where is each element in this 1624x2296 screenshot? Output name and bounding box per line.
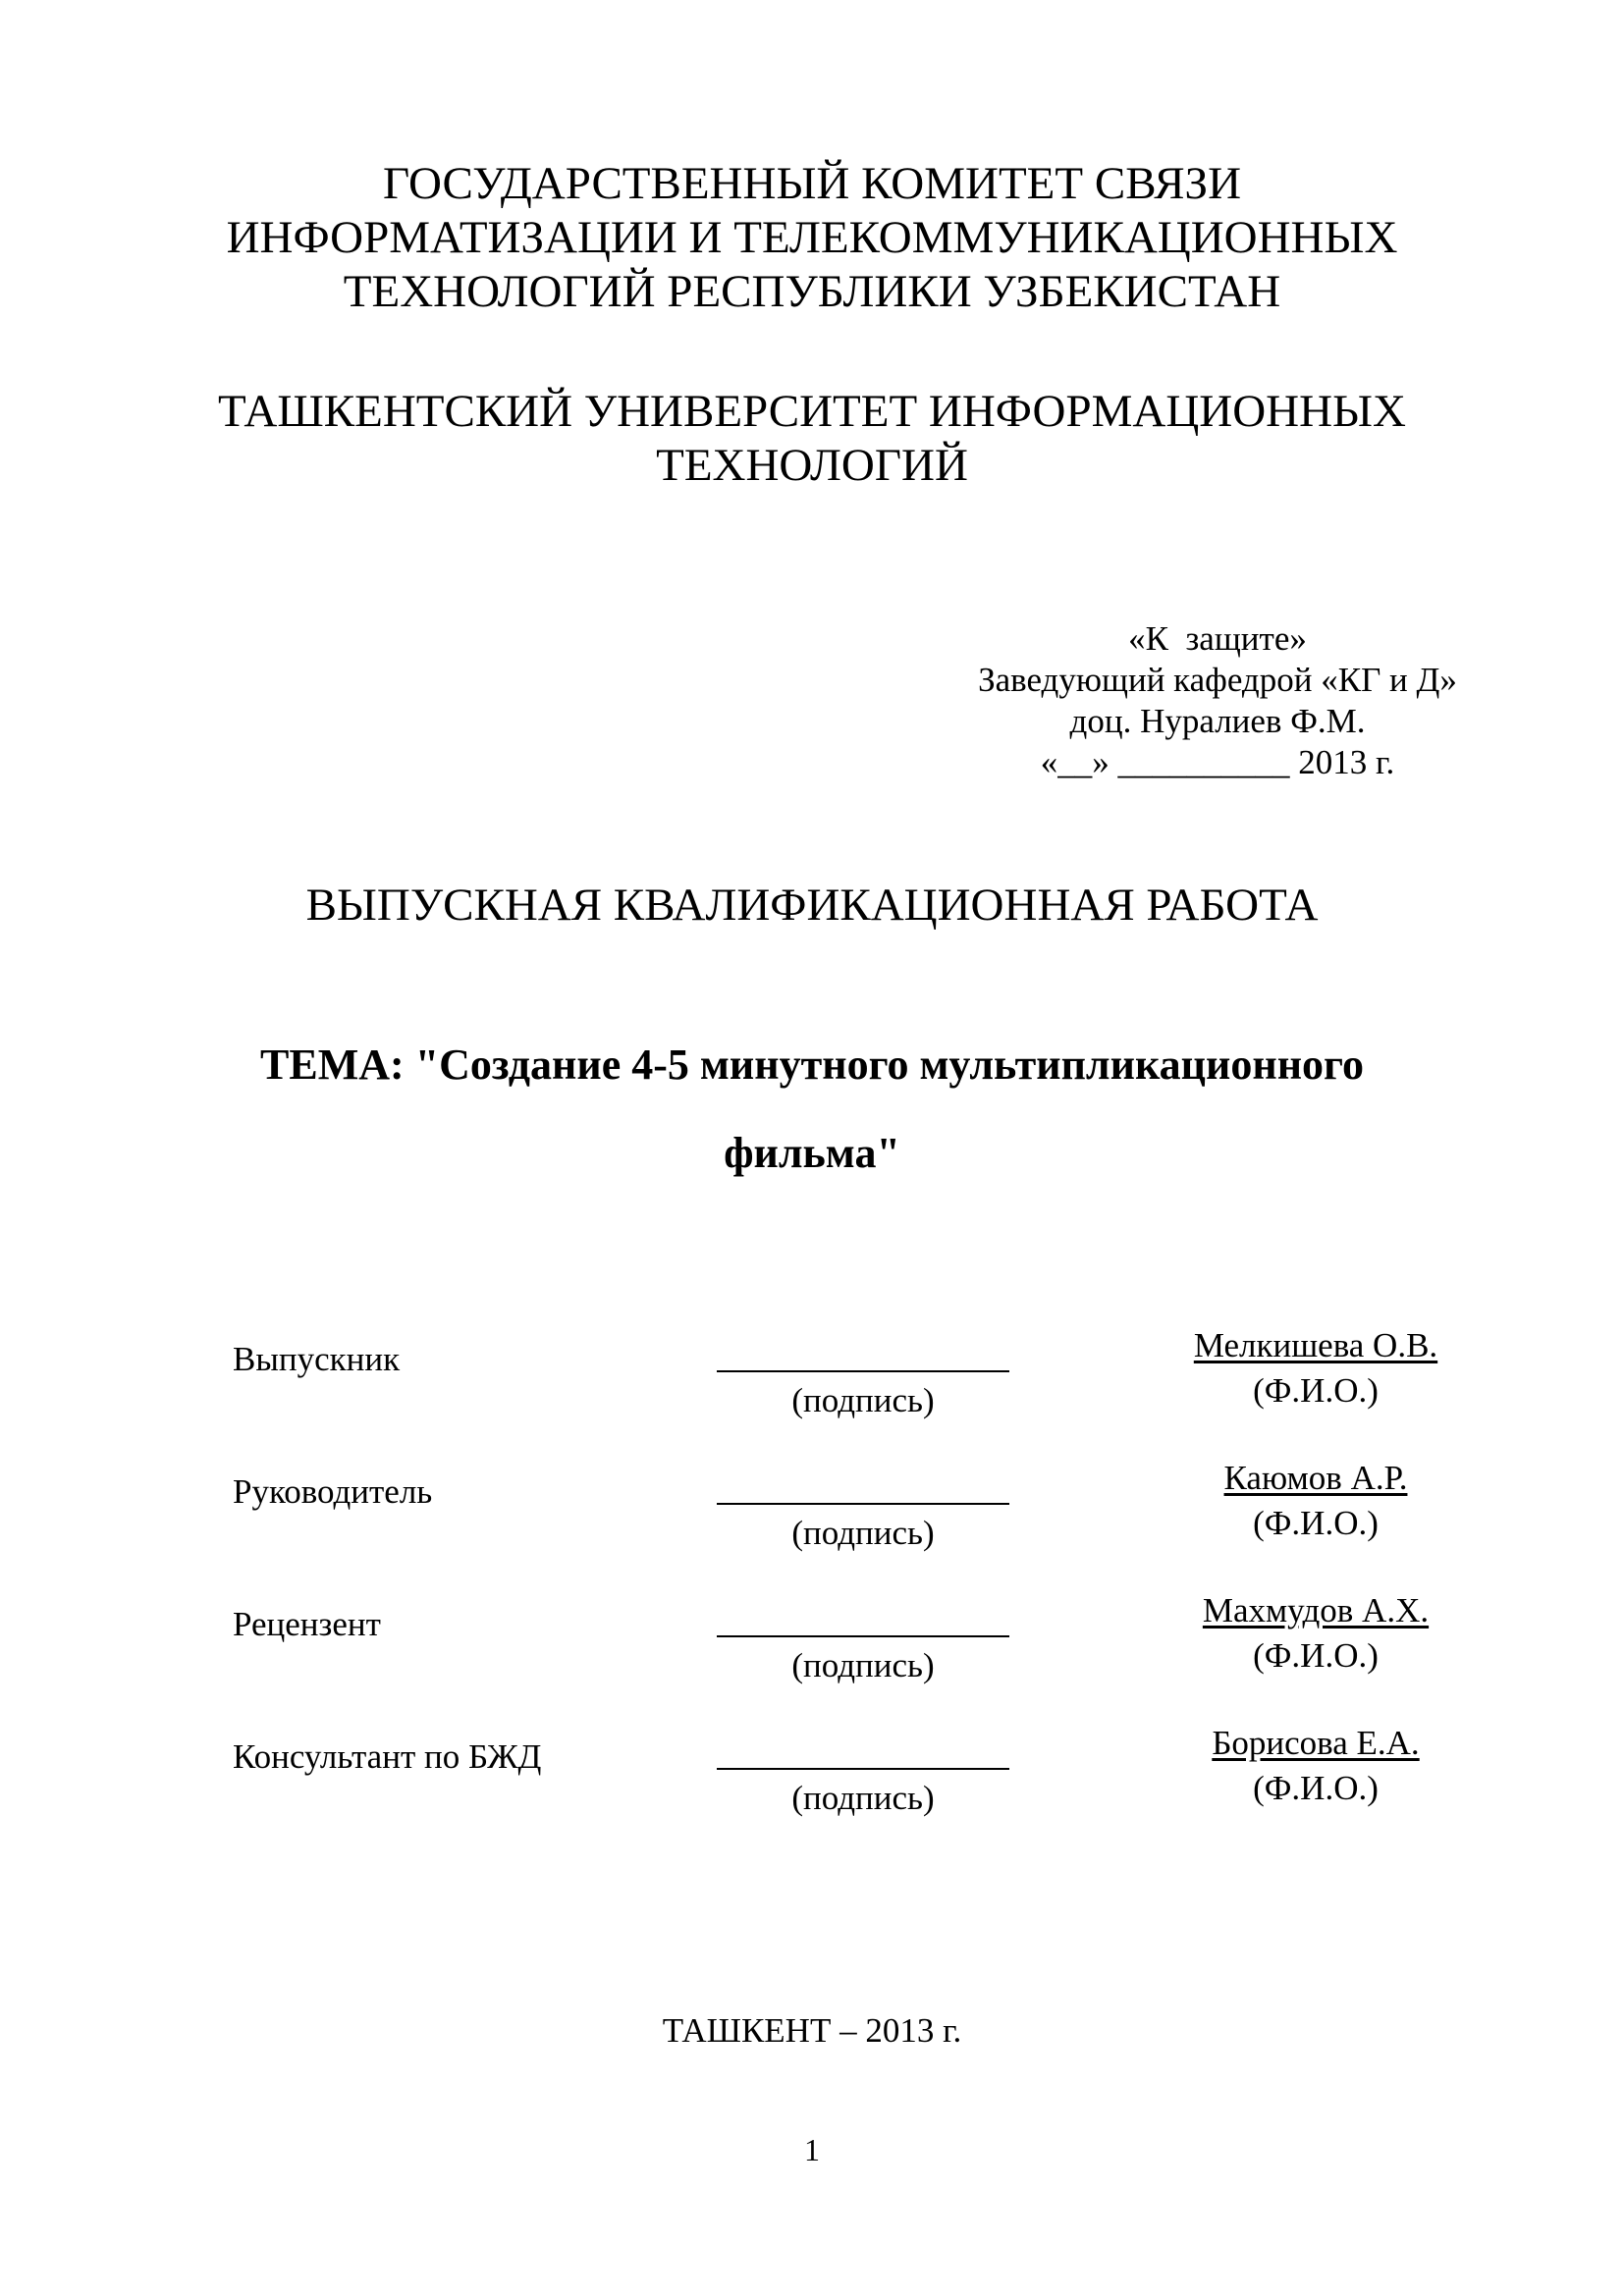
- committee-heading-line: ТЕХНОЛОГИЙ РЕСПУБЛИКИ УЗБЕКИСТАН: [343, 266, 1281, 317]
- signature-name-block: [1119, 1325, 1512, 1412]
- approval-block: [864, 618, 1571, 783]
- signature-name: Каюмов А.Р.: [1223, 1459, 1408, 1497]
- thesis-theme: [0, 1021, 1624, 1198]
- signature-fio-caption: (Ф.И.О.): [1253, 1769, 1379, 1807]
- approval-line: доц. Нуралиев Ф.М.: [1069, 702, 1366, 740]
- signature-role: Рецензент: [233, 1605, 381, 1643]
- university-heading-line: ТАШКЕНТСКИЙ УНИВЕРСИТЕТ ИНФОРМАЦИОННЫХ: [218, 386, 1406, 437]
- signature-row: [0, 1325, 1624, 1433]
- signature-line: [717, 1503, 1009, 1505]
- committee-heading-line: ИНФОРМАТИЗАЦИИ И ТЕЛЕКОММУНИКАЦИОННЫХ: [226, 212, 1398, 263]
- signature-fio-caption: (Ф.И.О.): [1253, 1636, 1379, 1675]
- approval-date-line: «__» __________ 2013 г.: [1040, 743, 1395, 781]
- signature-row: [0, 1590, 1624, 1698]
- signature-name-block: [1119, 1723, 1512, 1809]
- signature-caption: (подпись): [791, 1779, 935, 1817]
- committee-heading: [0, 157, 1624, 319]
- page-number: 1: [804, 2132, 820, 2167]
- signature-name: Мелкишева О.В.: [1193, 1326, 1438, 1364]
- signature-name: Борисова Е.А.: [1212, 1724, 1420, 1762]
- signature-role: Выпускник: [233, 1340, 401, 1378]
- city-year: ТАШКЕНТ – 2013 г.: [662, 2011, 962, 2050]
- work-type-title: ВЫПУСКНАЯ КВАЛИФИКАЦИОННАЯ РАБОТА: [305, 880, 1319, 931]
- signature-row: [0, 1458, 1624, 1566]
- thesis-theme-line: ТЕМА: "Создание 4-5 минутного мультипликационного: [260, 1041, 1364, 1089]
- university-heading-line: ТЕХНОЛОГИЙ: [656, 440, 968, 491]
- university-heading: [0, 385, 1624, 493]
- committee-heading-line: ГОСУДАРСТВЕННЫЙ КОМИТЕТ СВЯЗИ: [382, 158, 1242, 209]
- signature-fio-caption: (Ф.И.О.): [1253, 1371, 1379, 1410]
- signature-role: Руководитель: [233, 1472, 433, 1511]
- signature-caption: (подпись): [791, 1381, 935, 1419]
- signature-fio-caption: (Ф.И.О.): [1253, 1504, 1379, 1542]
- signature-name-block: [1119, 1590, 1512, 1677]
- signature-name: Махмудов А.Х.: [1202, 1591, 1430, 1629]
- approval-line: «К защите»: [1128, 619, 1307, 658]
- signature-caption: (подпись): [791, 1646, 935, 1684]
- thesis-theme-line: фильма": [724, 1129, 900, 1177]
- signature-name-block: [1119, 1458, 1512, 1544]
- approval-line: Заведующий кафедрой «КГ и Д»: [978, 661, 1457, 699]
- signature-line: [717, 1370, 1009, 1372]
- signature-line: [717, 1635, 1009, 1637]
- signature-row: [0, 1723, 1624, 1831]
- signature-line: [717, 1768, 1009, 1770]
- signature-caption: (подпись): [791, 1514, 935, 1552]
- signature-role: Консультант по БЖД: [233, 1737, 542, 1776]
